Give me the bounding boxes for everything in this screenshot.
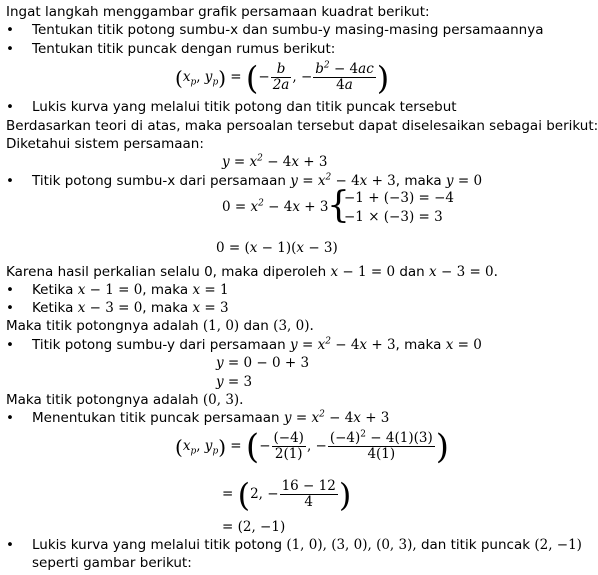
yint-points: Maka titik potongnya adalah (0, 3). bbox=[6, 392, 244, 408]
bullet-icon: • bbox=[6, 282, 14, 298]
since-line: Karena hasil perkalian selalu 0, maka diperoleh x − 1 = 0 dan x − 3 = 0. bbox=[6, 264, 498, 280]
intro-text: Ingat langkah menggambar grafik persamaan kuadrat berikut: bbox=[6, 4, 430, 20]
system-line-2: −1 × (−3) = 3 bbox=[344, 209, 443, 225]
yint-step-1: y = 0 − 0 + 3 bbox=[216, 355, 310, 371]
yint-step-2: y = 3 bbox=[216, 374, 253, 390]
bullet-icon: • bbox=[6, 410, 14, 426]
final-line-2: seperti gambar berikut: bbox=[32, 555, 192, 571]
bullet-icon: • bbox=[6, 22, 14, 38]
bullet-icon: • bbox=[6, 537, 14, 553]
vertex-result: = (2, −1) bbox=[222, 519, 286, 535]
bullet-icon: • bbox=[6, 300, 14, 316]
vertex-calc-1: ($x_p$, $y_p$) = (− $\frac{(-4)}{2(1)}$ , − $\frac{(-4)^2 - 4(1)(3)}{4(1)}$ ) bbox=[175, 426, 450, 467]
factored-equation: 0 = (x − 1)(x − 3) bbox=[216, 240, 338, 256]
vertex-formula: ($x_p$, $y_p$) = (− $\frac{b}{2a}$ , − $\frac{b^2 - 4ac}{4a}$ ) bbox=[175, 58, 390, 97]
bullet-icon: • bbox=[6, 173, 14, 189]
system-line-1: −1 + (−3) = −4 bbox=[344, 190, 455, 206]
xint-equation: $0 = x^2 - 4x + 3$ bbox=[222, 198, 329, 215]
bullet-icon: • bbox=[6, 337, 14, 353]
xint-points: Maka titik potongnya adalah (1, 0) dan (3, 0). bbox=[6, 318, 314, 334]
vertex-calc-2: = (2, − $\frac{16 - 12}{4}$ ) bbox=[222, 475, 352, 514]
system-brace: { bbox=[327, 185, 350, 226]
bullet-icon: • bbox=[6, 99, 14, 115]
known-label: Diketahui sistem persamaan: bbox=[6, 136, 204, 152]
paragraph-1: Berdasarkan teori di atas, maka persoalan tersebut dapat diselesaikan sebagai berikut: bbox=[6, 118, 598, 134]
equation-main: $y = x^2 - 4x + 3$ bbox=[222, 153, 328, 170]
bullet-icon: • bbox=[6, 41, 14, 57]
